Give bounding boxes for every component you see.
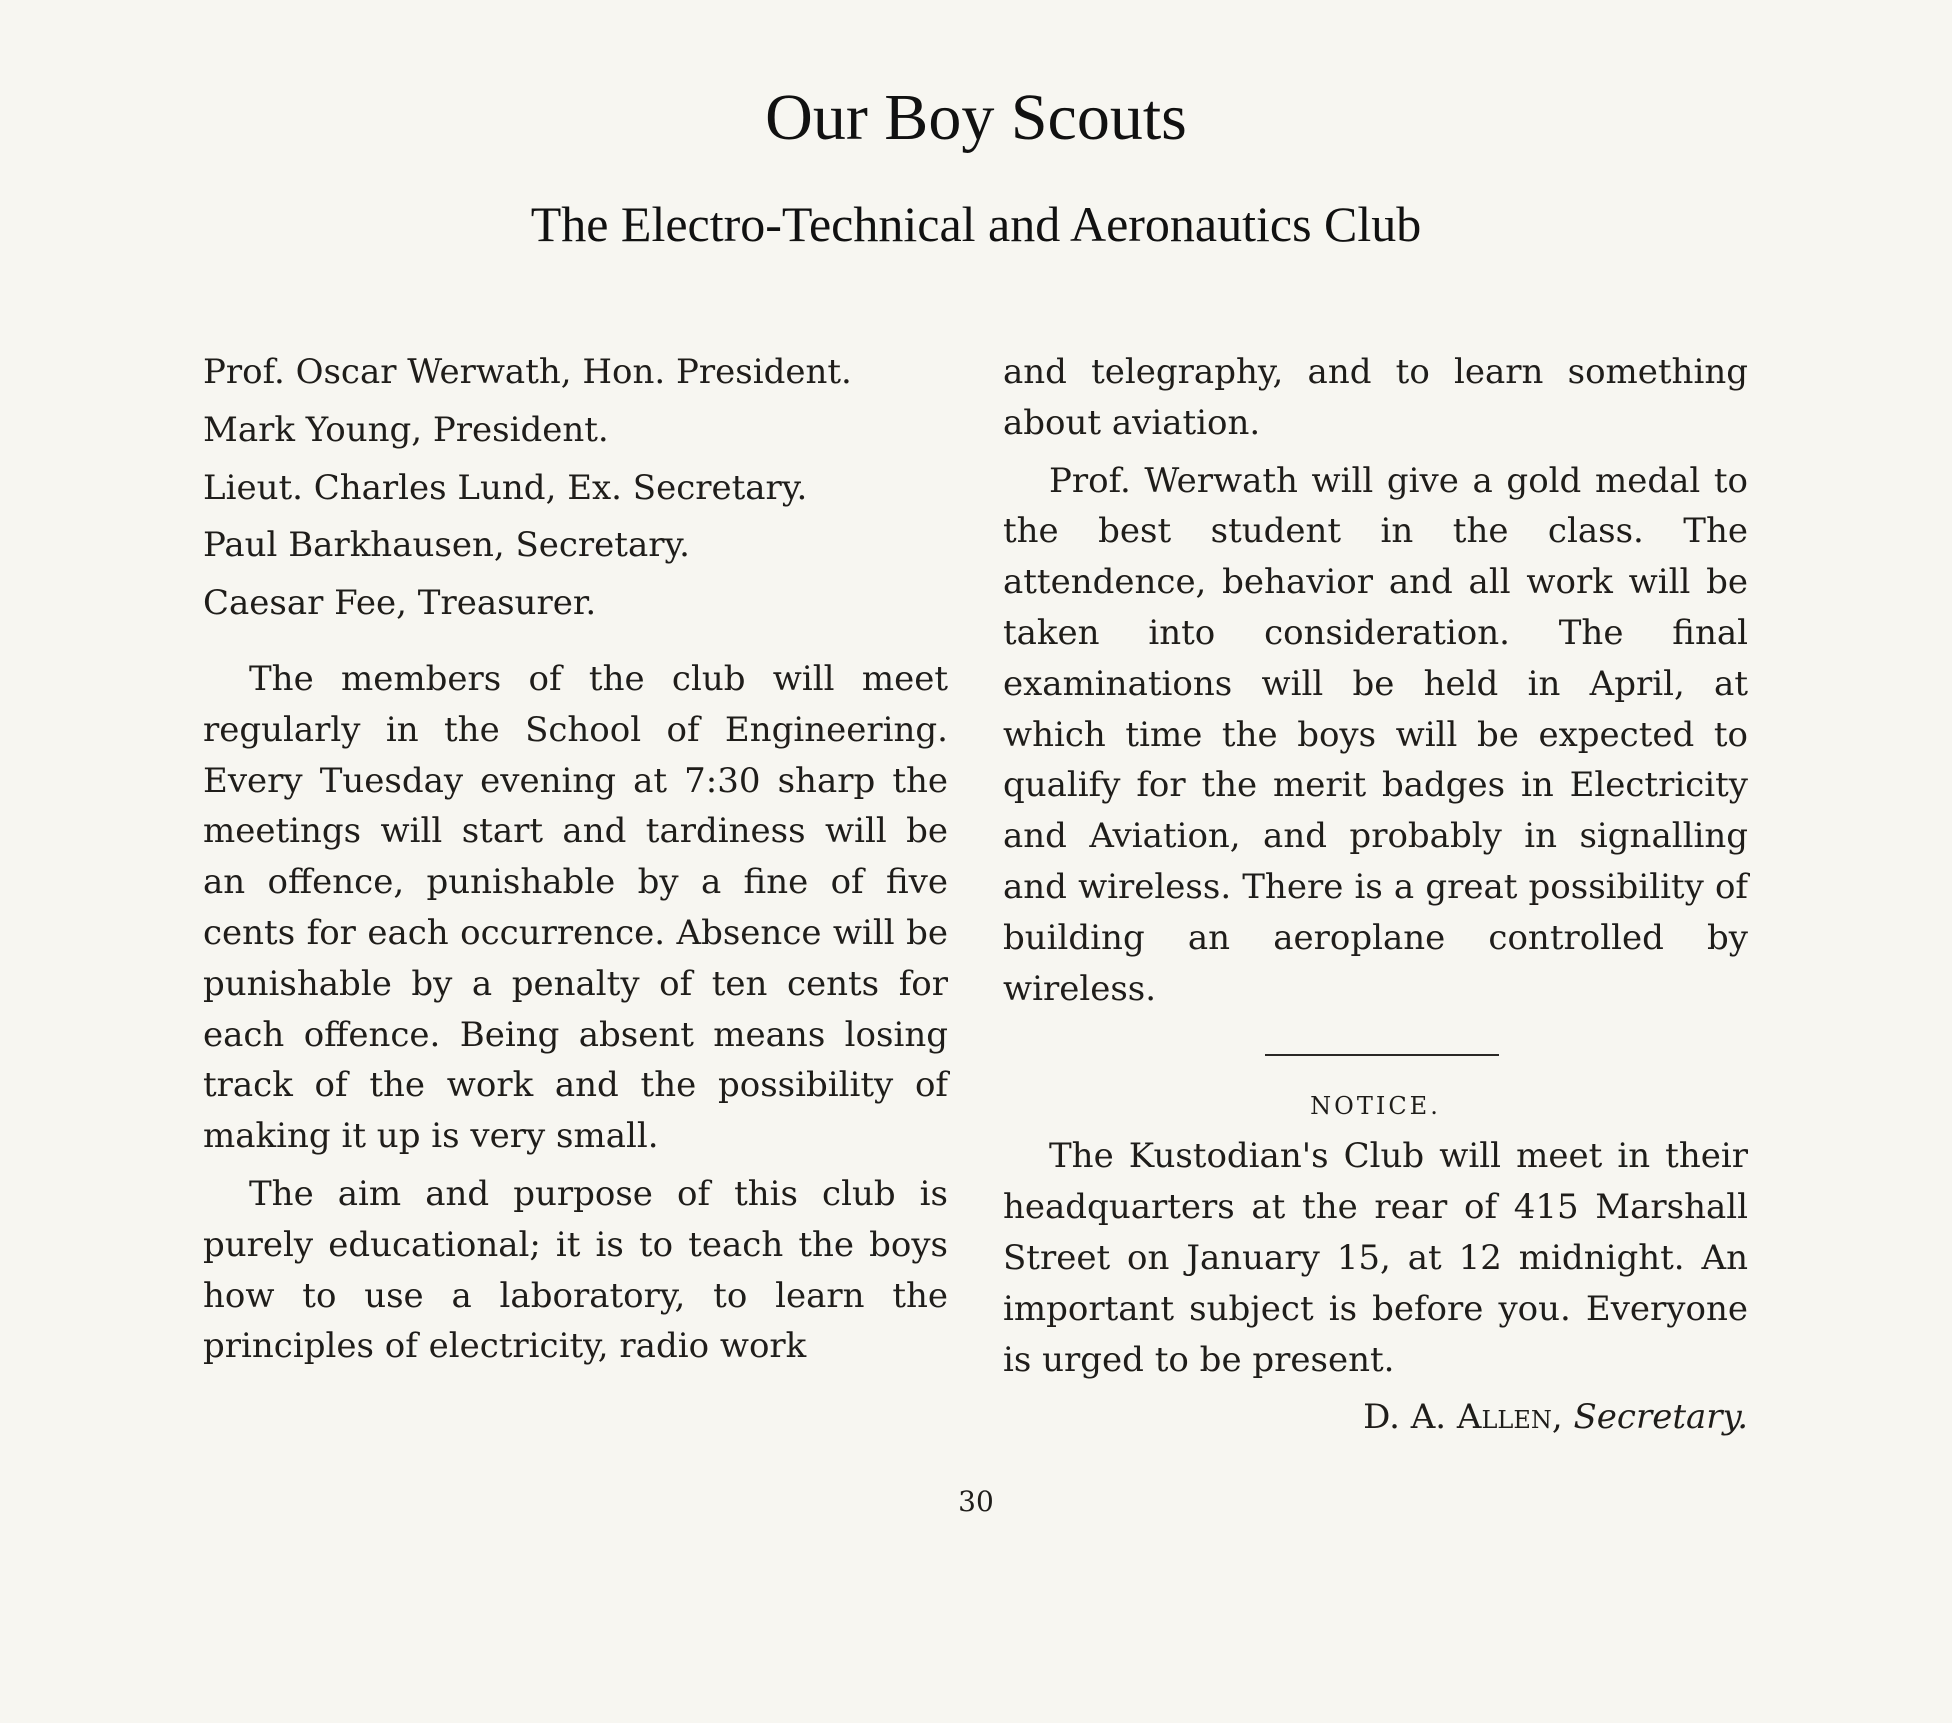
- aim-paragraph-continued: and telegraphy, and to learn something about aviation.: [1003, 352, 1748, 443]
- signature-role: Secretary.: [1573, 1397, 1748, 1438]
- page-title: Our Boy Scouts: [765, 81, 1187, 154]
- meetings-paragraph: The members of the club will meet regularly in the School of Engineering. Every Tuesday evening at 7:30 sharp the meetings will start and tardiness will be an offence, punishable by a fine of five cents for each occurrence. Absence will be punishable by a penalty of ten cents for each offence. Being absent means losing track of the work and the possibility of making it up is very small.: [203, 658, 948, 1157]
- section-divider: [1265, 1054, 1499, 1056]
- notice-signature: [1003, 1392, 1748, 1443]
- officer-item: Paul Barkhausen, Secretary.: [203, 525, 690, 566]
- notice-heading: NOTICE.: [1310, 1092, 1441, 1121]
- officer-item: Mark Young, President.: [203, 409, 609, 450]
- article-subtitle: The Electro-Technical and Aeronautics Club: [530, 196, 1422, 252]
- aim-paragraph: The aim and purpose of this club is purely educational; it is to teach the boys how to use a laboratory, to learn the principles of electricity, radio work: [203, 1173, 948, 1367]
- signature-name: D. A. Allen,: [1363, 1397, 1563, 1438]
- officer-list: [203, 347, 948, 629]
- officer-item: Caesar Fee, Treasurer.: [203, 583, 597, 624]
- left-column: [203, 347, 948, 1379]
- page-number: 30: [958, 1485, 994, 1518]
- medal-paragraph: Prof. Werwath will give a gold medal to the best student in the class. The attendence, behavior and all work will be taken into consideration. The final examinations will be held in April, at which time the boys will be expected to qualify for the merit badges in Electricity and Aviation, and probably in signalling and wireless. There is a great possibility of building an aeroplane controlled by wireless.: [1003, 460, 1748, 1009]
- right-column: [1003, 347, 1748, 1450]
- officer-item: Lieut. Charles Lund, Ex. Secretary.: [203, 467, 808, 508]
- officer-item: Prof. Oscar Werwath, Hon. President.: [203, 352, 852, 392]
- notice-body: The Kustodian's Club will meet in their headquarters at the rear of 415 Marshall Street on January 15, at 12 midnight. An important subject is before you. Everyone is urged to be present.: [1003, 1136, 1748, 1380]
